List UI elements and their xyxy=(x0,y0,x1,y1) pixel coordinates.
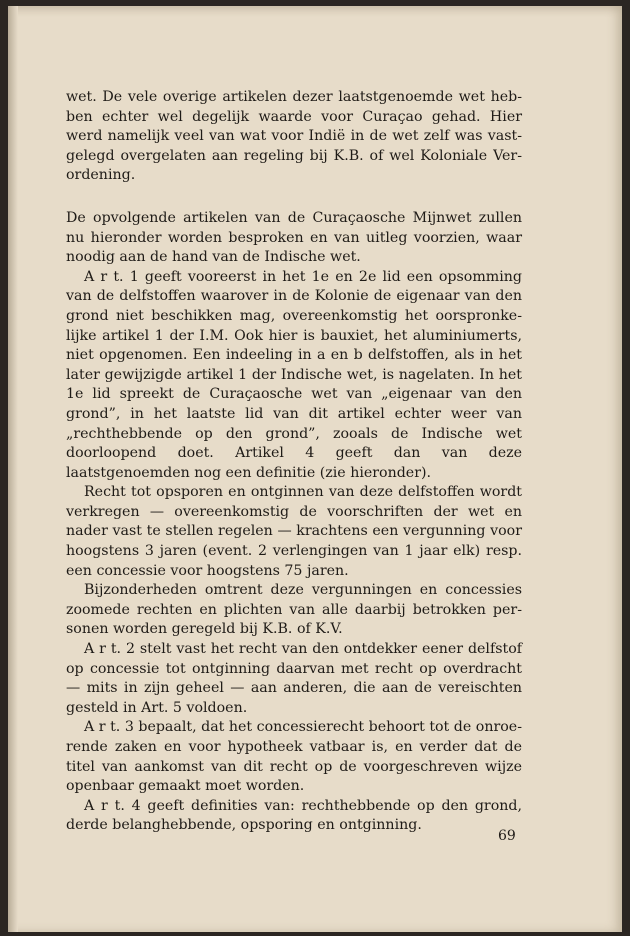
page-number: 69 xyxy=(498,828,516,844)
paragraph-4: Recht tot opsporen en ontginnen van deze delfstoffen wordt verkregen — overeenkomstig de voorschriften der wet en nader vast te stellen regelen — krachtens een vergunning voor hoogstens 3 jaren (event. 2 verlengingen van 1 jaar elk) resp. een concessie voor hoogstens 75 jaren. xyxy=(66,484,522,579)
paragraph-5: Bijzonderheden omtrent deze vergunningen en concessies zoomede rechten en plichten van alle daarbij betrokken personen worden geregeld bij K.B. of K.V. xyxy=(66,582,522,638)
paragraph-6: A r t. 2 stelt vast het recht van den ontdekker eener delfstof op concessie tot ontginning daarvan met recht op overdracht — mits in zijn geheel — aan anderen, die aan de vereischten gesteld in Art. 5 voldoen. xyxy=(66,641,522,716)
page-spine-shadow xyxy=(8,6,18,932)
paragraph-2: De opvolgende artikelen van de Curaçaosche Mijnwet zullen nu hieronder worden besproken en van uitleg voorzien, waar noodig aan de hand van de Indische wet. xyxy=(66,209,522,266)
paragraph-8: A r t. 4 geeft definities van: rechthebbende op den grond, derde belanghebbende, opsporing en ontginning. xyxy=(66,797,522,834)
paragraph-7: A r t. 3 bepaalt, dat het concessierecht behoort tot de onroerende zaken en voor hypotheek vatbaar is, en verder dat de titel van aankomst van dit recht op de voorgeschreven wijze openbaar gemaakt moet worden. xyxy=(66,719,522,795)
paragraph-3: A r t. 1 geeft vooreerst in het 1e en 2e lid een opsomming van de delfstoffen waarover in de Kolonie de eigenaar van den grond niet beschikken mag, overeenkomstig het oorspronkelijke artikel 1 der I.M. Ook hier is bauxiet, het aluminiumerts, niet opgenomen. Een indeeling in a en b delfstoffen, als in het later gewijzigde artikel 1 der Indische wet, is nagelaten. In het 1e lid spreekt de Curaçaosche wet van „eigenaar van den grond”, in het laatste lid van dit artikel echter weer van „rechthebbende op den grond”, zooals de Indische wet doorloopend doet. Artikel 4 geeft dan van deze laatstgenoemden nog een definitie (zie hieronder). xyxy=(66,268,522,481)
book-page xyxy=(8,6,622,932)
paragraph-1: wet. De vele overige artikelen dezer laatstgenoemde wet hebben echter wel degelijk waarde voor Curaçao gehad. Hier werd namelijk veel van wat voor Indië in de wet zelf was vastgelegd overgelaten aan regeling bij K.B. of wel Koloniale Verordening. xyxy=(66,89,522,184)
page-body-text xyxy=(66,88,522,836)
